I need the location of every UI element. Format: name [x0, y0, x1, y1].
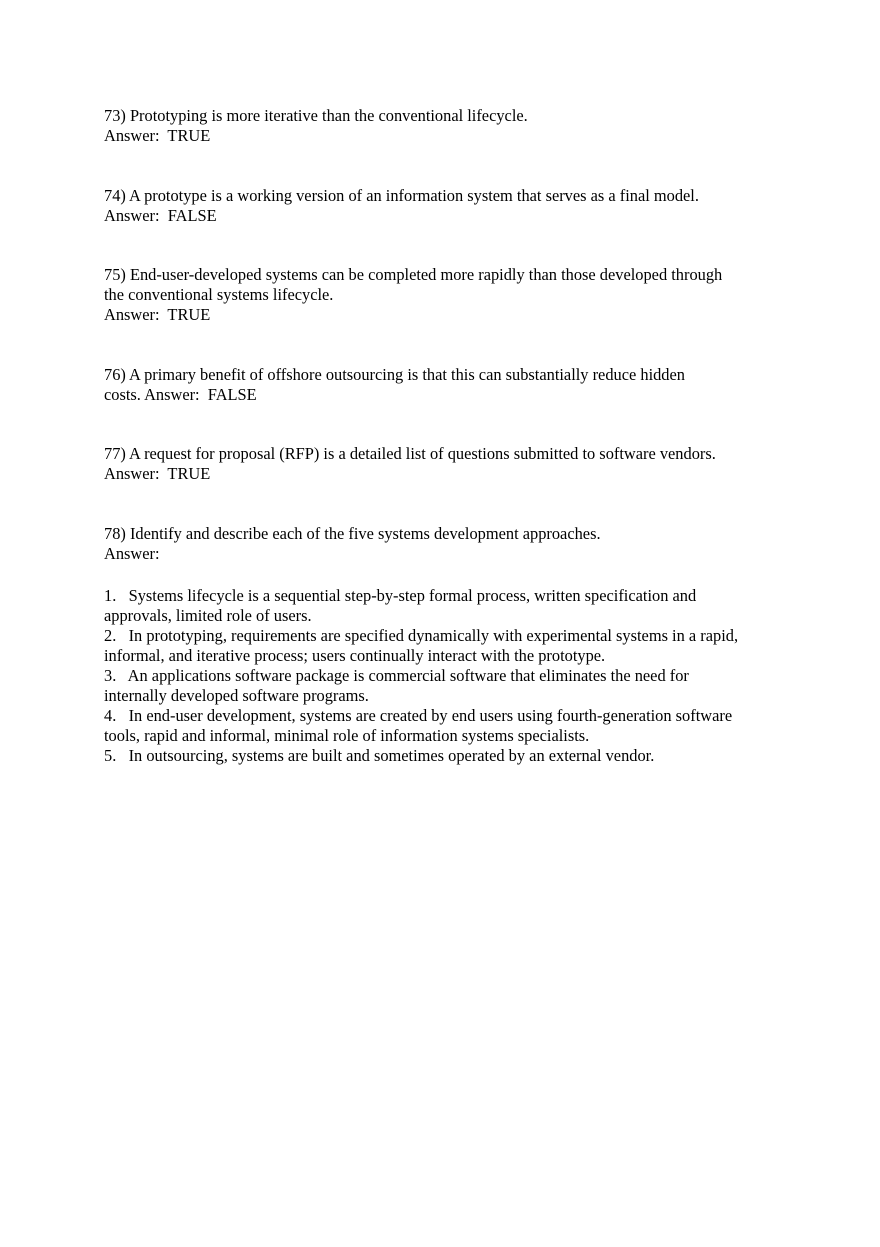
answer-text: Answer: TRUE — [104, 305, 211, 324]
question-73 — [104, 106, 784, 146]
answer-text: Answer: FALSE — [104, 206, 217, 225]
list-item-line: approvals, limited role of users. — [104, 606, 312, 625]
list-item — [104, 746, 784, 766]
list-item-line: internally developed software programs. — [104, 686, 369, 705]
question-75 — [104, 265, 784, 325]
list-item-line: 5. In outsourcing, systems are built and sometimes operated by an external vendor. — [104, 746, 655, 765]
list-item — [104, 586, 784, 626]
question-text: 75) End-user-developed systems can be completed more rapidly than those developed through — [104, 265, 723, 284]
list-item-line: 4. In end-user development, systems are created by end users using fourth-generation software — [104, 706, 733, 725]
question-78 — [104, 524, 784, 564]
answer-text: costs. Answer: FALSE — [104, 385, 257, 404]
question-74 — [104, 186, 784, 226]
list-item-line: 1. Systems lifecycle is a sequential step-by-step formal process, written specification and — [104, 586, 697, 605]
list-item — [104, 626, 784, 666]
question-text: 76) A primary benefit of offshore outsourcing is that this can substantially reduce hidden — [104, 365, 685, 384]
list-item-line: informal, and iterative process; users continually interact with the prototype. — [104, 646, 606, 665]
list-item-line: 3. An applications software package is commercial software that eliminates the need for — [104, 666, 689, 685]
question-text: 77) A request for proposal (RFP) is a detailed list of questions submitted to software vendors. — [104, 444, 716, 463]
list-item-line: tools, rapid and informal, minimal role of information systems specialists. — [104, 726, 590, 745]
answer-list — [104, 586, 784, 766]
question-77 — [104, 444, 784, 484]
list-item — [104, 706, 784, 746]
question-text: 73) Prototyping is more iterative than the conventional lifecycle. — [104, 106, 528, 125]
question-text: 74) A prototype is a working version of an information system that serves as a final model. — [104, 186, 699, 205]
answer-text: Answer: TRUE — [104, 126, 211, 145]
question-76 — [104, 365, 784, 405]
question-text: 78) Identify and describe each of the five systems development approaches. — [104, 524, 601, 543]
list-item — [104, 666, 784, 706]
answer-text: Answer: TRUE — [104, 464, 211, 483]
question-text: the conventional systems lifecycle. — [104, 285, 334, 304]
list-item-line: 2. In prototyping, requirements are specified dynamically with experimental systems in a rapid, — [104, 626, 739, 645]
answer-text: Answer: — [104, 544, 160, 563]
